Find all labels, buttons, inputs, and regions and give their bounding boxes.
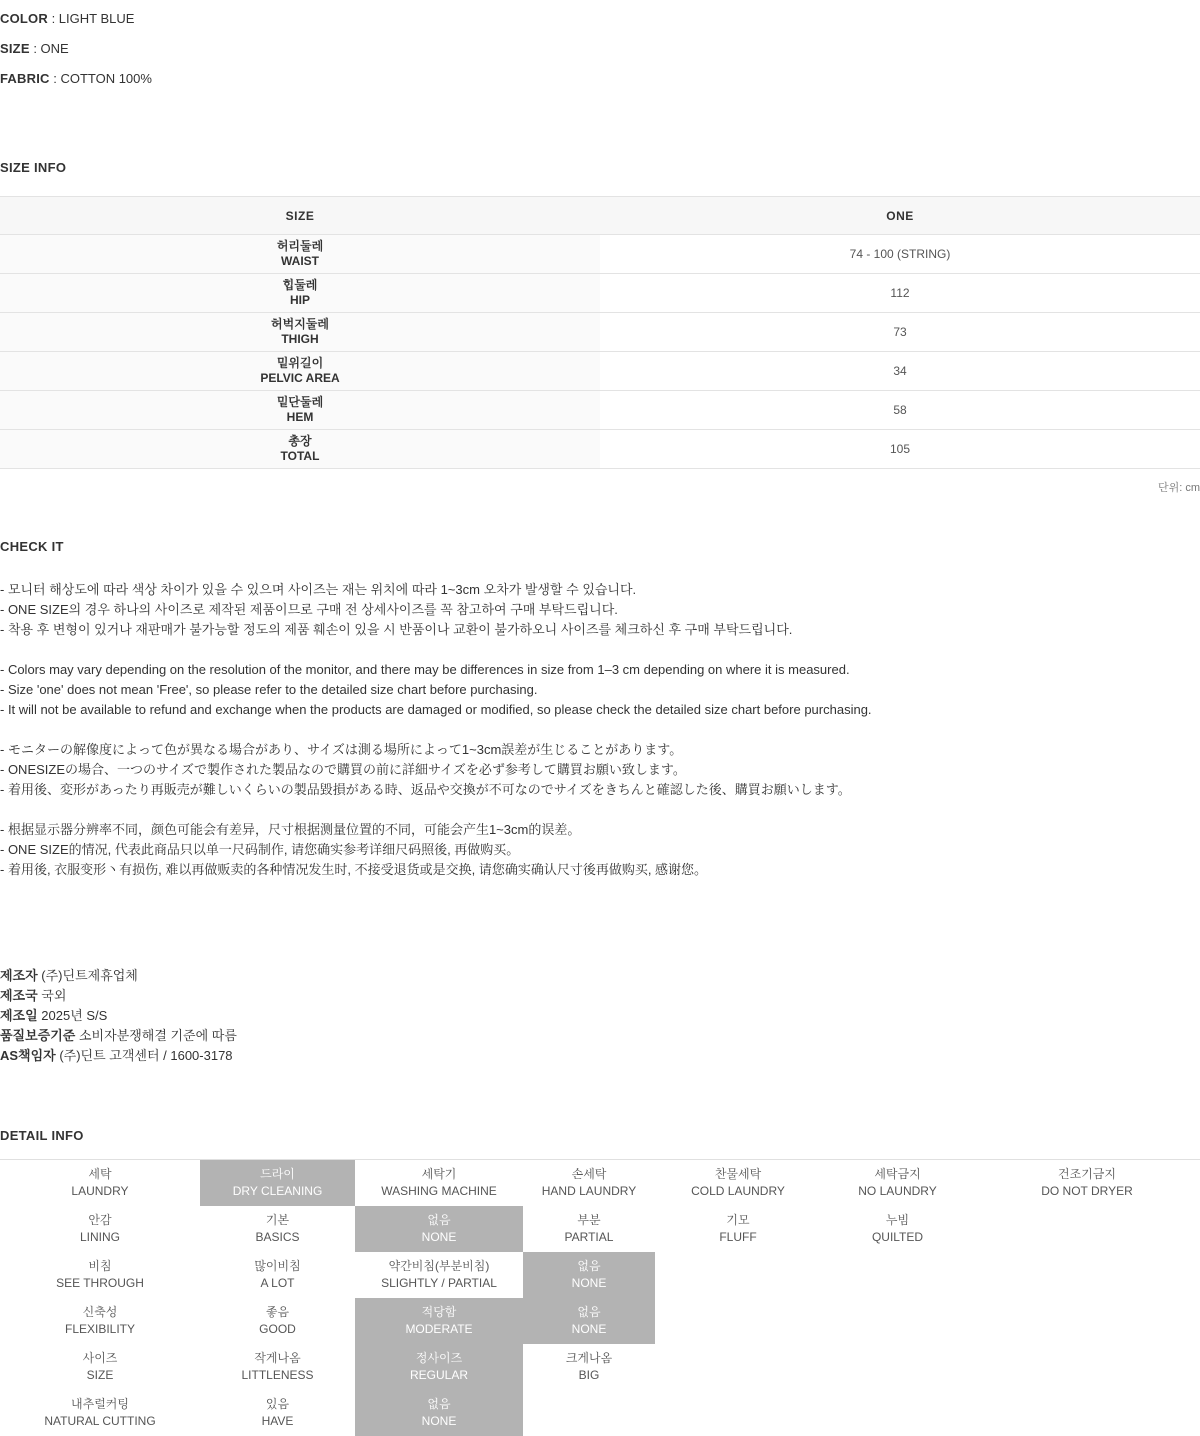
detail-cell-en: BIG — [578, 1368, 600, 1382]
table-row — [0, 352, 1200, 391]
detail-cell-kr: 기본 — [265, 1213, 290, 1227]
row-label-hem — [0, 391, 600, 430]
detail-cell[interactable] — [355, 1206, 523, 1252]
row-value-pelvic: 34 — [600, 352, 1200, 391]
detail-cell-en: FLEXIBILITY — [64, 1322, 136, 1336]
detail-column-option-3 — [523, 1160, 655, 1436]
detail-cell-en: A LOT — [260, 1276, 295, 1290]
detail-cell-kr: 누빔 — [885, 1213, 910, 1227]
row-label-kr: 허리둘레 — [276, 239, 324, 253]
row-label-kr: 밑단둘레 — [276, 395, 324, 409]
notice-zh-2: - ONE SIZE的情况, 代表此商品只以单一尺码制作, 请您确实参考详细尺码照後, 再做购买。 — [0, 842, 520, 857]
detail-cell[interactable] — [355, 1252, 523, 1298]
detail-cell-en: SEE THROUGH — [56, 1276, 144, 1290]
row-label-thigh — [0, 313, 600, 352]
detail-cell-kr: 없음 — [577, 1259, 601, 1273]
detail-cell-en: NONE — [571, 1322, 607, 1336]
spec-sep-color: : — [47, 11, 59, 26]
detail-cell-kr: 안감 — [88, 1213, 112, 1227]
detail-cell[interactable] — [523, 1206, 655, 1252]
detail-cell[interactable] — [974, 1160, 1200, 1206]
row-label-hip — [0, 274, 600, 313]
size-info-title: SIZE INFO — [0, 160, 67, 175]
notice-ko-1: - 모니터 해상도에 따라 색상 차이가 있을 수 있으며 사이즈는 재는 위치에 따라 1~3cm 오차가 발생할 수 있습니다. — [0, 582, 637, 597]
detail-cell-en: MODERATE — [405, 1322, 473, 1336]
row-label-kr: 밑위길이 — [276, 356, 324, 370]
detail-cell-empty — [655, 1390, 821, 1436]
detail-cell-en: FLUFF — [719, 1230, 757, 1244]
notice-ja-2: - ONESIZEの場合、一つのサイズで製作された製品なので購買の前に詳細サイズを必ず参考して購買お願い致します。 — [0, 762, 686, 777]
maker-key-country: 제조국 — [0, 988, 38, 1003]
detail-cell-en: SIZE — [86, 1368, 114, 1382]
detail-cell[interactable] — [355, 1298, 523, 1344]
detail-column-option-4 — [655, 1160, 821, 1436]
detail-cell-kr: 정사이즈 — [415, 1351, 463, 1365]
table-row — [0, 313, 1200, 352]
spec-row-color — [0, 4, 1200, 34]
maker-value-warranty: 소비자분쟁해결 기준에 따름 — [75, 1028, 237, 1043]
spec-value-fabric: COTTON 100% — [60, 71, 152, 86]
notice-ko-2: - ONE SIZE의 경우 하나의 사이즈로 제작된 제품이므로 구매 전 상세사이즈를 꼭 참고하여 구매 부탁드립니다. — [0, 602, 618, 617]
detail-cell-empty — [821, 1390, 974, 1436]
row-label-en: THIGH — [281, 332, 319, 346]
detail-cell-en: LINING — [79, 1230, 120, 1244]
table-row — [0, 274, 1200, 313]
spec-key-fabric: FABRIC — [0, 71, 50, 86]
row-value-waist: 74 - 100 (STRING) — [600, 235, 1200, 274]
maker-value-country: 국외 — [37, 988, 67, 1003]
detail-column-option-2 — [355, 1160, 523, 1436]
detail-column-option-1 — [200, 1160, 355, 1436]
size-table-head — [0, 197, 1200, 235]
detail-cell-kr: 내추럴커팅 — [71, 1397, 129, 1411]
row-value-hem: 58 — [600, 391, 1200, 430]
detail-column-category — [0, 1160, 200, 1436]
detail-cell-en: LITTLENESS — [241, 1368, 314, 1382]
notice-en-1: - Colors may vary depending on the resolution of the monitor, and there may be differences in size from 1–3 cm depending on where it is measured. — [0, 662, 850, 677]
detail-cell[interactable] — [355, 1160, 523, 1206]
product-spec-list — [0, 4, 1200, 94]
detail-cell[interactable] — [523, 1160, 655, 1206]
detail-cell-en: DO NOT DRYER — [1041, 1184, 1133, 1198]
notice-ja-1: - モニターの解像度によって色が異なる場合があり、サイズは測る場所によって1~3cm誤差が生じることがあります。 — [0, 742, 683, 757]
detail-cell-en: GOOD — [259, 1322, 296, 1336]
detail-info-title: DETAIL INFO — [0, 1128, 84, 1143]
maker-value-as: (주)딘트 고객센터 / 1600-3178 — [55, 1048, 233, 1063]
detail-cell-empty — [655, 1252, 821, 1298]
row-label-en: HIP — [289, 293, 310, 307]
detail-cell-kr: 없음 — [427, 1397, 451, 1411]
detail-cell[interactable] — [821, 1206, 974, 1252]
detail-cell-kr: 사이즈 — [82, 1351, 118, 1365]
detail-cell-empty — [974, 1206, 1200, 1252]
detail-column-option-5 — [821, 1160, 974, 1436]
detail-cell-kr: 부분 — [577, 1213, 601, 1227]
maker-row-as — [0, 1046, 1200, 1066]
notice-en-3: - It will not be available to refund and exchange when the products are damaged or modified, so please check the detailed size chart before purchasing. — [0, 702, 872, 717]
detail-cell[interactable] — [0, 1298, 200, 1344]
maker-row-country — [0, 986, 1200, 1006]
detail-cell[interactable] — [523, 1344, 655, 1390]
detail-cell-kr: 비침 — [88, 1259, 112, 1273]
spec-sep-size: : — [29, 41, 41, 56]
detail-cell[interactable] — [0, 1206, 200, 1252]
detail-cell[interactable] — [200, 1298, 355, 1344]
detail-cell-kr: 적당함 — [421, 1305, 457, 1319]
detail-cell-en: NONE — [421, 1414, 457, 1428]
notice-gap-1 — [0, 640, 1200, 660]
detail-cell[interactable] — [0, 1344, 200, 1390]
detail-cell-kr: 많이비침 — [254, 1259, 301, 1273]
detail-info-grid — [0, 1159, 1200, 1436]
spec-row-fabric — [0, 64, 1200, 94]
detail-cell[interactable] — [200, 1344, 355, 1390]
detail-cell-kr: 좋음 — [265, 1305, 290, 1319]
detail-cell[interactable] — [523, 1252, 655, 1298]
detail-cell-en: NONE — [421, 1230, 457, 1244]
detail-cell-kr: 작게나옴 — [254, 1351, 301, 1365]
maker-key-manufacturer: 제조자 — [0, 968, 38, 983]
row-label-total — [0, 430, 600, 469]
detail-cell-en: NATURAL CUTTING — [44, 1414, 156, 1428]
detail-cell-empty — [655, 1298, 821, 1344]
size-info-table — [0, 196, 1200, 469]
maker-key-date: 제조일 — [0, 1008, 38, 1023]
row-label-pelvic — [0, 352, 600, 391]
size-col-header: SIZE — [0, 197, 600, 235]
detail-cell-kr: 약간비침(부분비침) — [388, 1259, 490, 1273]
row-label-kr: 허벅지둘레 — [271, 317, 329, 331]
notice-en-2: - Size 'one' does not mean 'Free', so please refer to the detailed size chart before purchasing. — [0, 682, 538, 697]
detail-cell-kr: 세탁기 — [421, 1167, 457, 1181]
detail-cell-en: LAUNDRY — [71, 1184, 129, 1198]
detail-info-grid-wrap — [0, 1159, 1200, 1436]
row-label-kr: 총장 — [288, 434, 312, 448]
detail-cell[interactable] — [200, 1390, 355, 1436]
detail-cell[interactable] — [821, 1160, 974, 1206]
spec-value-size: ONE — [40, 41, 69, 56]
notice-ko-3: - 착용 후 변형이 있거나 재판매가 불가능할 정도의 제품 훼손이 있을 시 반품이나 교환이 불가하오니 사이즈를 체크하신 후 구매 부탁드립니다. — [0, 622, 793, 637]
maker-value-date: 2025년 S/S — [37, 1008, 108, 1023]
detail-cell-kr: 신축성 — [82, 1305, 118, 1319]
detail-cell-kr: 없음 — [577, 1305, 601, 1319]
detail-cell-empty — [974, 1390, 1200, 1436]
detail-cell-empty — [974, 1252, 1200, 1298]
notice-gap-3 — [0, 800, 1200, 820]
row-label-waist — [0, 235, 600, 274]
detail-cell-empty — [821, 1344, 974, 1390]
detail-cell-kr: 손세탁 — [571, 1167, 607, 1181]
detail-cell-empty — [821, 1252, 974, 1298]
notice-gap-2 — [0, 720, 1200, 740]
detail-cell-en: DRY CLEANING — [232, 1184, 323, 1198]
detail-cell-en: HAVE — [261, 1414, 294, 1428]
table-row — [0, 430, 1200, 469]
detail-cell-en: SLIGHTLY / PARTIAL — [381, 1276, 497, 1290]
detail-cell[interactable] — [0, 1390, 200, 1436]
detail-cell-kr: 기모 — [726, 1213, 750, 1227]
detail-cell-en: HAND LAUNDRY — [541, 1184, 637, 1198]
detail-cell-en: REGULAR — [409, 1368, 468, 1382]
row-value-total: 105 — [600, 430, 1200, 469]
notice-zh-1: - 根据显示器分辨率不同，颜色可能会有差异，尺寸根据测量位置的不同，可能会产生1~3cm的误差。 — [0, 822, 581, 837]
detail-cell[interactable] — [655, 1160, 821, 1206]
detail-cell[interactable] — [655, 1206, 821, 1252]
detail-cell-en: BASICS — [255, 1230, 300, 1244]
table-row — [0, 391, 1200, 430]
detail-cell[interactable] — [200, 1160, 355, 1206]
row-label-en: PELVIC AREA — [260, 371, 340, 385]
detail-cell[interactable] — [355, 1390, 523, 1436]
detail-cell[interactable] — [355, 1344, 523, 1390]
detail-cell[interactable] — [200, 1252, 355, 1298]
detail-cell-en: NO LAUNDRY — [858, 1184, 937, 1198]
detail-cell-empty — [523, 1390, 655, 1436]
detail-cell[interactable] — [200, 1206, 355, 1252]
size-table-body — [0, 235, 1200, 469]
detail-cell-empty — [974, 1344, 1200, 1390]
detail-cell[interactable] — [0, 1252, 200, 1298]
detail-cell-empty — [974, 1298, 1200, 1344]
table-row — [0, 235, 1200, 274]
table-header-row — [0, 197, 1200, 235]
detail-cell-en: PARTIAL — [564, 1230, 614, 1244]
spec-row-size — [0, 34, 1200, 64]
row-value-thigh: 73 — [600, 313, 1200, 352]
detail-cell-kr: 세탁 — [88, 1167, 112, 1181]
detail-cell-empty — [655, 1344, 821, 1390]
spec-value-color: LIGHT BLUE — [58, 11, 135, 26]
one-col-header: ONE — [600, 197, 1200, 235]
maker-key-as: AS책임자 — [0, 1048, 56, 1063]
maker-row-warranty — [0, 1026, 1200, 1046]
spec-sep-fabric: : — [49, 71, 61, 86]
detail-cell-en: WASHING MACHINE — [381, 1184, 497, 1198]
detail-cell-en: COLD LAUNDRY — [691, 1184, 785, 1198]
detail-cell-en: QUILTED — [871, 1230, 924, 1244]
row-label-kr: 힙둘레 — [282, 278, 318, 292]
spec-key-color: COLOR — [0, 11, 48, 26]
detail-cell-kr: 세탁금지 — [874, 1167, 921, 1181]
detail-cell-kr: 건조기금지 — [1058, 1167, 1116, 1181]
spec-key-size: SIZE — [0, 41, 30, 56]
detail-cell-kr: 크게나옴 — [565, 1351, 613, 1365]
size-unit-note: 단위: cm — [1157, 482, 1200, 494]
detail-cell[interactable] — [0, 1160, 200, 1206]
notice-ja-3: - 着用後、変形があったり再販売が難しいくらいの製品毀損がある時、返品や交換が不可なのでサイズをきちんと確認した後、購買お願いします。 — [0, 782, 851, 797]
maker-value-manufacturer: (주)딘트제휴업체 — [37, 968, 138, 983]
detail-cell-en: NONE — [571, 1276, 607, 1290]
row-label-en: TOTAL — [280, 449, 320, 463]
detail-cell-kr: 찬물세탁 — [714, 1167, 762, 1181]
maker-row-date — [0, 1006, 1200, 1026]
check-it-notices — [0, 580, 1200, 880]
check-it-title: CHECK IT — [0, 539, 64, 554]
detail-column-option-6 — [974, 1160, 1200, 1436]
maker-row-manufacturer — [0, 966, 1200, 986]
row-label-en: WAIST — [281, 254, 319, 268]
row-label-en: HEM — [286, 410, 314, 424]
notice-zh-3: - 着用後, 衣服变形丶有损伤, 难以再做贩卖的各种情况发生时, 不接受退货或是交换, 请您确实确认尺寸後再做购买, 感谢您。 — [0, 862, 708, 877]
detail-cell[interactable] — [523, 1298, 655, 1344]
row-value-hip: 112 — [600, 274, 1200, 313]
detail-cell-kr: 드라이 — [260, 1167, 295, 1181]
detail-cell-kr: 있음 — [265, 1397, 290, 1411]
manufacturer-info — [0, 966, 1200, 1066]
detail-cell-empty — [821, 1298, 974, 1344]
detail-cell-kr: 없음 — [427, 1213, 451, 1227]
maker-key-warranty: 품질보증기준 — [0, 1028, 76, 1043]
